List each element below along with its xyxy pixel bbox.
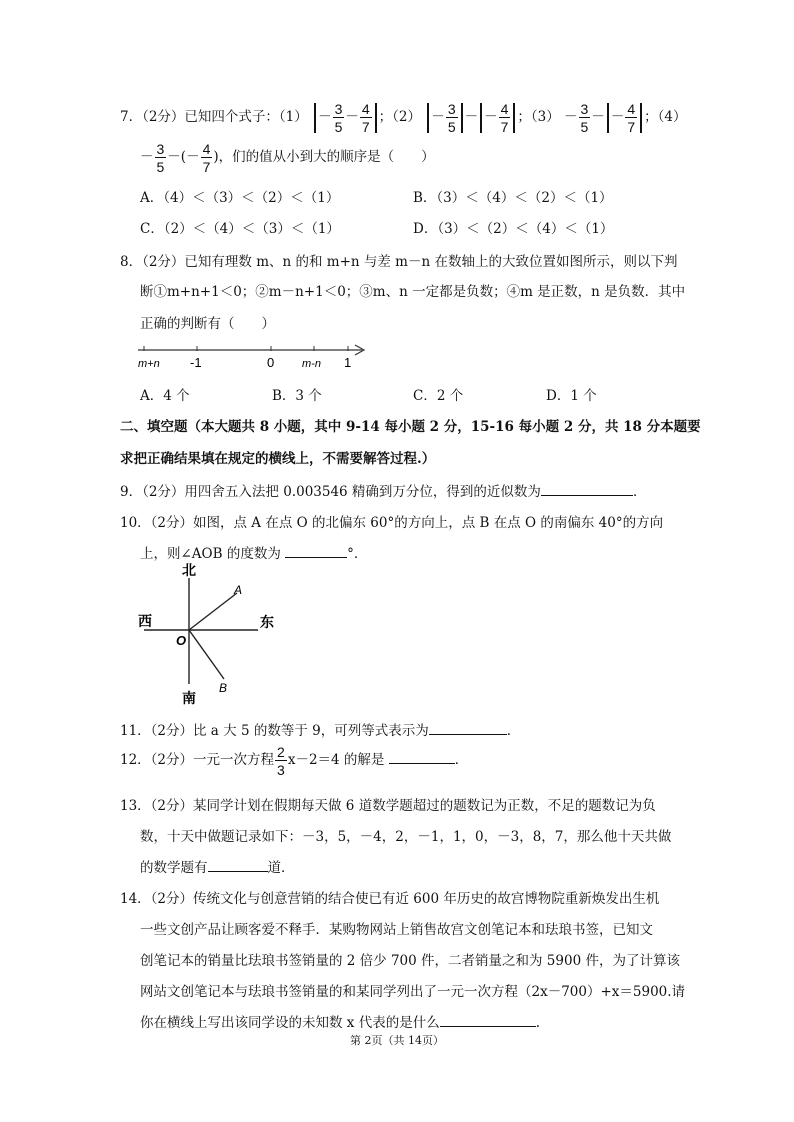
- q10-line2: 上，则∠AOB 的度数为 °．: [140, 542, 367, 562]
- fraction: $\frac{3}{5}$: [334, 100, 343, 135]
- abs-bar: [640, 103, 642, 133]
- section2-heading-line1: 二、填空题（本大题共 8 小题，其中 9-14 每小题 2 分，15-16 每小题 2 分，共 18 分本题要: [120, 419, 701, 435]
- label-east: 东: [260, 614, 274, 630]
- q7-line2: － $\frac{3}{5}$ －(－ $\frac{4}{7}$ )，们的值从小到大的顺序是（ ）: [140, 140, 435, 175]
- answer-blank[interactable]: [389, 749, 455, 764]
- answer-blank[interactable]: [541, 481, 633, 496]
- q7-option-b: B．（3）＜（4）＜（2）＜（1）: [413, 190, 613, 206]
- abs-bar: [607, 103, 609, 133]
- abs-bar: [314, 103, 316, 133]
- answer-blank[interactable]: [285, 543, 347, 558]
- page-footer: 第 2页（共 14页）: [350, 1034, 444, 1047]
- abs-bar: [427, 103, 429, 133]
- fraction: $\frac{4}{7}$: [500, 100, 509, 135]
- q14-line5: 你在横线上写出该同学设的未知数 x 代表的是什么 .: [140, 1011, 540, 1031]
- q8-option-a: A．4 个: [140, 388, 190, 404]
- label-point-a: A: [234, 583, 243, 597]
- q12-line: 12．（2分）一元一次方程 $\frac{2}{3}$ x－2＝4 的解是 ．: [120, 743, 469, 778]
- axis-label-m-minus-n: m-n: [302, 358, 321, 370]
- q9-line: 9．（2分）用四舍五入法把 0.003546 精确到万分位，得到的近似数为 ．: [120, 480, 646, 500]
- fraction: $\frac{2}{3}$: [277, 743, 285, 778]
- q8-option-c: C．2 个: [413, 388, 464, 404]
- q7-line1: 7．（2分）已知四个式子：（1） － $\frac{3}{5}$ － $\frac{4}{7}$ ；（2） － $\frac{3}{5}$ － － $\frac{4}{7}$ ；（3） － $\frac{3}{5}$ － － $\frac{4}{7}$ ；（4）: [120, 100, 687, 135]
- fraction: $\frac{4}{7}$: [361, 100, 370, 135]
- q13-line1: 13．（2分）某同学计划在假期每天做 6 道数学题超过的题数记为正数，不足的题数记为负: [120, 798, 656, 814]
- axis-label-one: 1: [344, 355, 352, 370]
- label-west: 西: [138, 613, 152, 629]
- axis-label-zero: 0: [267, 355, 275, 370]
- ray-ob: [189, 630, 224, 679]
- label-point-b: B: [219, 681, 228, 695]
- answer-blank[interactable]: [429, 720, 507, 735]
- fraction: $\frac{3}{5}$: [447, 100, 456, 135]
- abs-bar: [375, 103, 377, 133]
- q13-line2: 数，十天中做题记录如下：－3，5，－4，2，－1，1，0，－3，8，7，那么他十天共做: [140, 829, 672, 845]
- answer-blank[interactable]: [208, 857, 268, 872]
- q8-option-d: D．1 个: [546, 388, 597, 404]
- q7-option-d: D．（3）＜（2）＜（4）＜（1）: [413, 221, 614, 237]
- q10-line1: 10．（2分）如图，点 A 在点 O 的北偏东 60°的方向上，点 B 在点 O 的南偏东 40°的方向: [120, 515, 664, 531]
- q7-option-a: A．（4）＜（3）＜（2）＜（1）: [140, 190, 340, 206]
- abs-bar: [480, 103, 482, 133]
- abs-bar: [513, 103, 515, 133]
- fraction: $\frac{3}{5}$: [580, 100, 589, 135]
- label-point-o: O: [176, 633, 187, 648]
- ray-oa: [189, 593, 237, 630]
- q8-line2: 断①m+n+1＜0；②m－n+1＜0；③m、n 一定都是负数；④m 是正数，n 是负数．其中: [140, 284, 686, 300]
- axis-label-neg1: -1: [190, 355, 202, 370]
- compass-figure: [130, 560, 290, 710]
- label-north: 北: [182, 562, 196, 578]
- fraction: $\frac{4}{7}$: [202, 140, 211, 175]
- number-line-figure: [130, 338, 375, 372]
- fraction: $\frac{3}{5}$: [156, 140, 165, 175]
- label-south: 南: [182, 690, 196, 706]
- q14-line4: 网站文创笔记本与珐琅书签销量的和某同学列出了一元一次方程（2x－700）+x＝5900.请: [140, 984, 686, 1000]
- q14-line3: 创笔记本的销量比珐琅书签销量的 2 倍少 700 件，二者销量之和为 5900 件，为了计算该: [140, 953, 680, 969]
- q8-option-b: B．3 个: [272, 388, 322, 404]
- axis-label-m-plus-n: m+n: [138, 358, 160, 370]
- q7-stem: 7．（2分）已知四个式子：（1）: [120, 109, 308, 125]
- answer-blank[interactable]: [440, 1012, 536, 1027]
- q14-line2: 一些文创产品让顾客爱不释手．某购物网站上销售故宫文创笔记本和珐琅书签，已知文: [140, 922, 653, 938]
- q13-line3: 的数学题有 道．: [140, 856, 295, 876]
- q11-line: 11．（2分）比 a 大 5 的数等于 9，可列等式表示为 ．: [120, 719, 520, 739]
- q14-line1: 14．（2分）传统文化与创意营销的结合使已有近 600 年历史的故宫博物院重新焕发出生机: [120, 891, 660, 907]
- q8-line1: 8．（2分）已知有理数 m、n 的和 m+n 与差 m－n 在数轴上的大致位置如图所示，则以下判: [120, 254, 678, 270]
- fraction: $\frac{4}{7}$: [627, 100, 636, 135]
- q7-option-c: C．（2）＜（4）＜（3）＜（1）: [140, 221, 340, 237]
- section2-heading-line2: 求把正确结果填在规定的横线上，不需要解答过程.）: [120, 451, 436, 467]
- q8-line3: 正确的判断有（ ）: [140, 316, 275, 332]
- abs-bar: [461, 103, 463, 133]
